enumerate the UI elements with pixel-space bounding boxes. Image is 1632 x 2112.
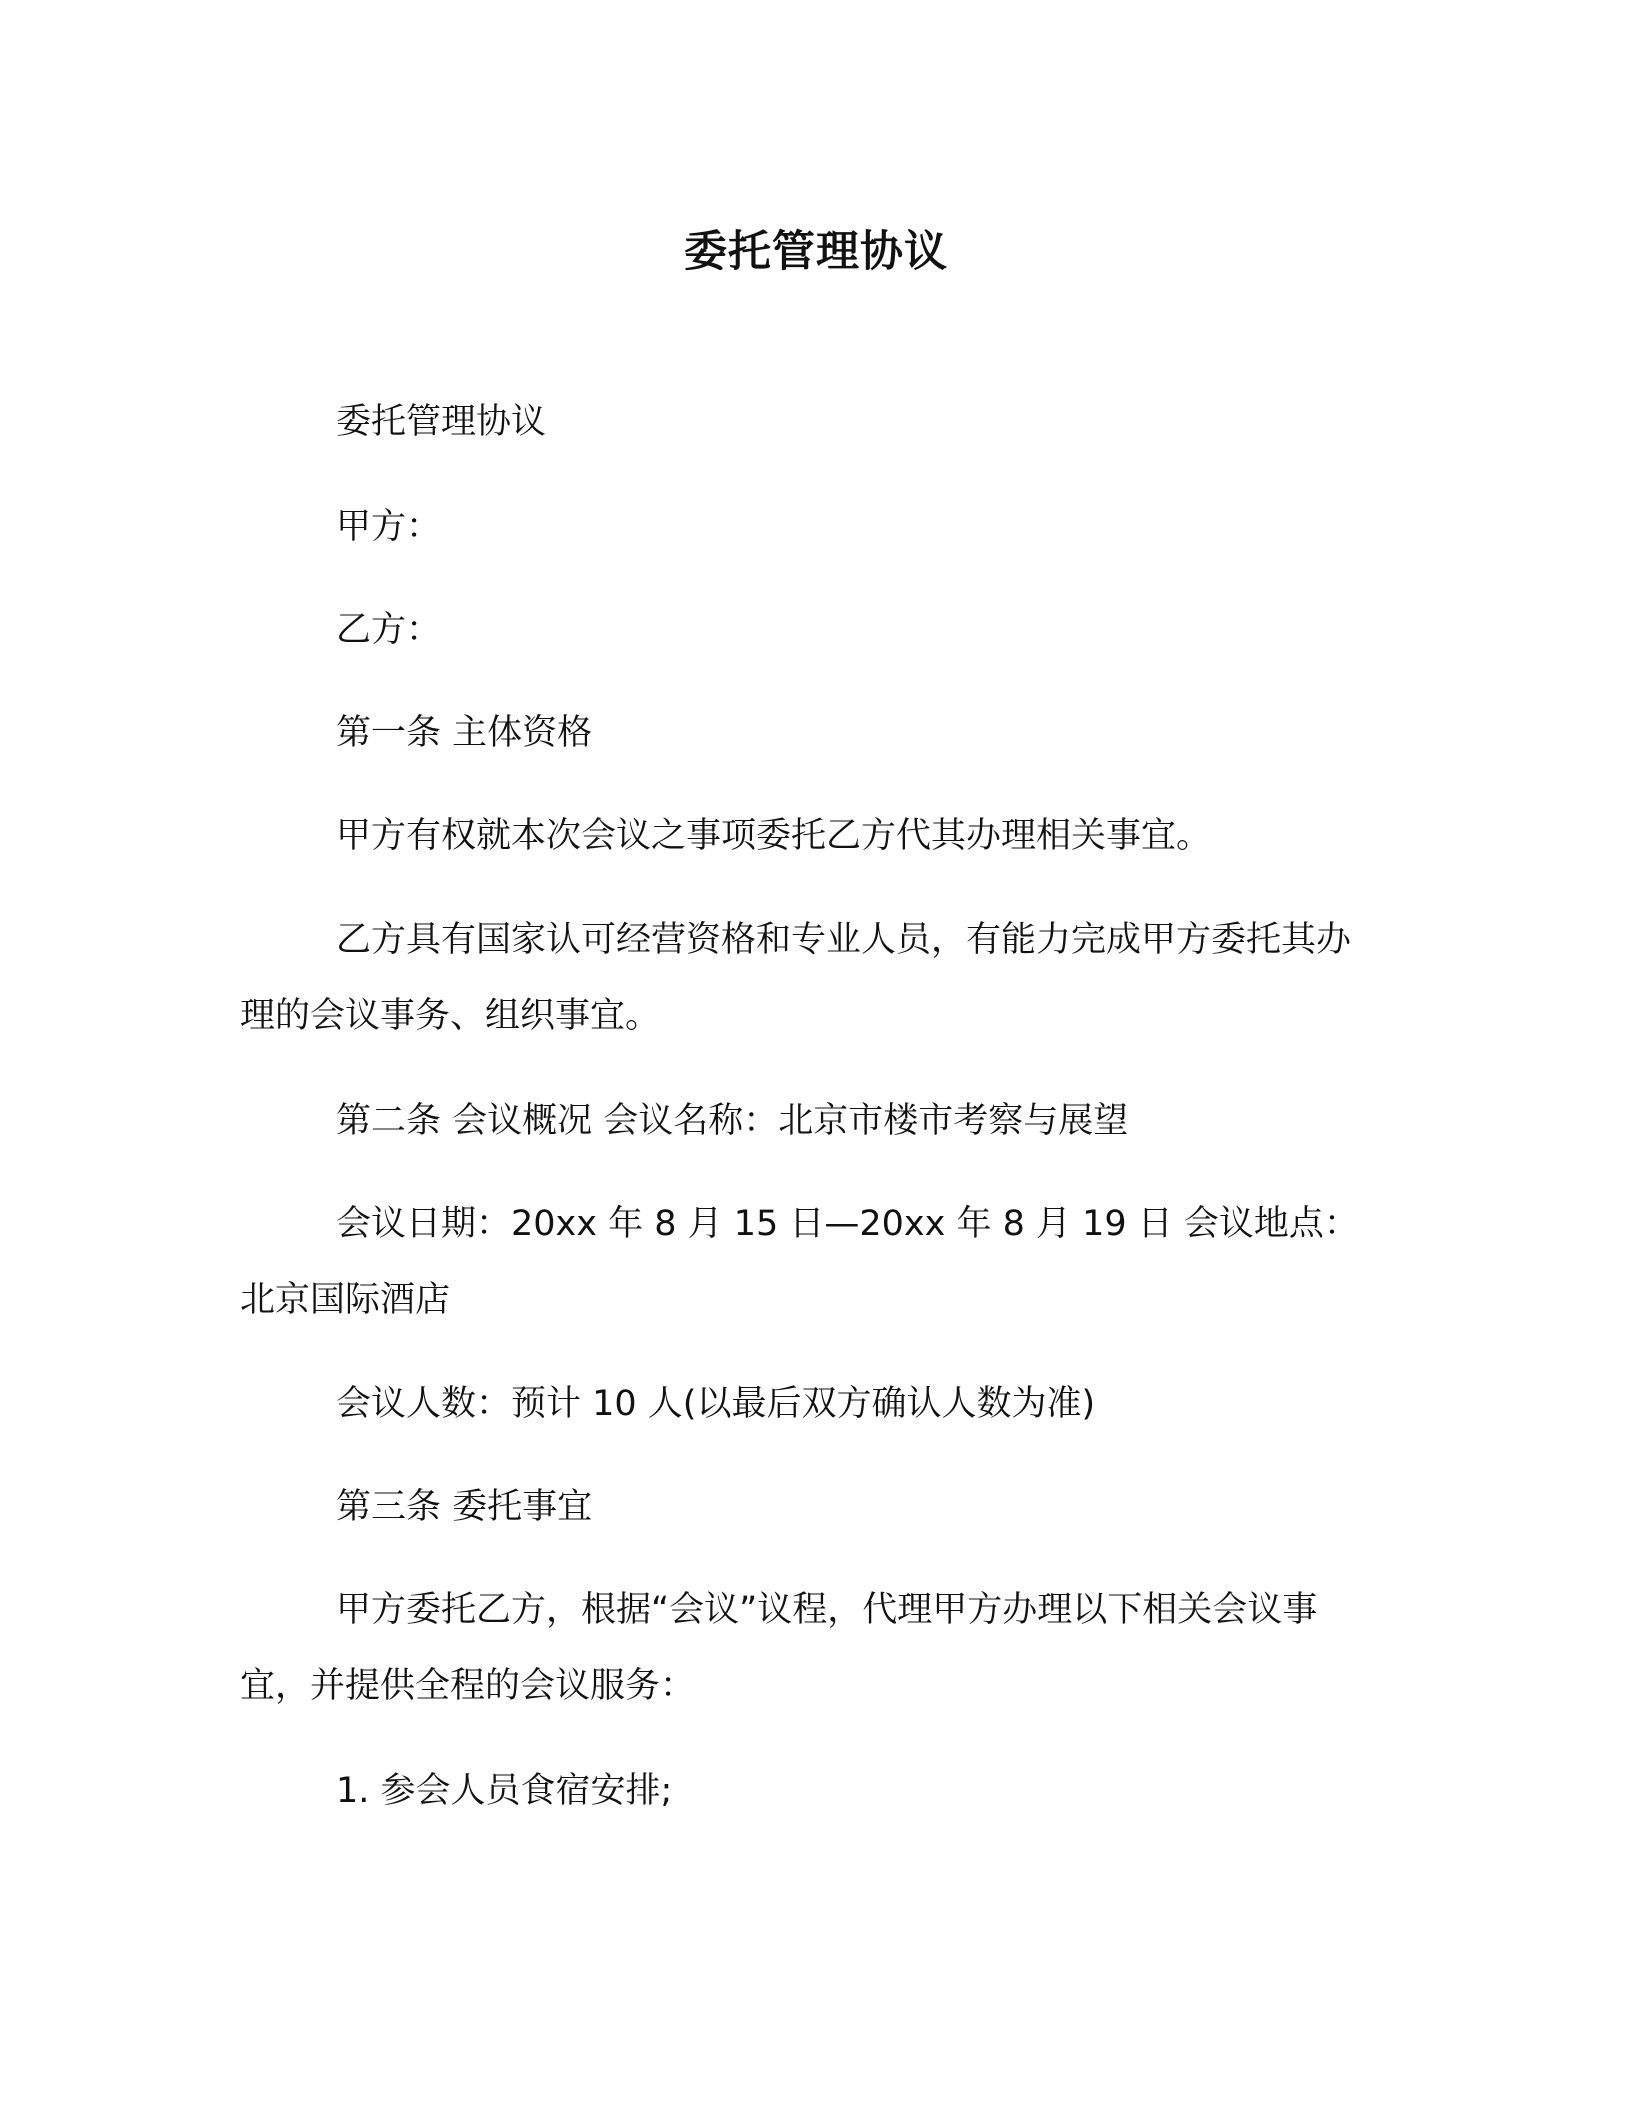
paragraph-meeting-count: 会议人数：预计 10 人(以最后双方确认人数为准) — [336, 1384, 1096, 1424]
paragraph-article-1-text-1: 甲方有权就本次会议之事项委托乙方代其办理相关事宜。 — [336, 816, 1212, 856]
paragraph-party-b: 乙方： — [336, 610, 442, 650]
paragraph-article-2: 第二条 会议概况 会议名称：北京市楼市考察与展望 — [336, 1101, 1129, 1141]
paragraph-article-3: 第三条 委托事宜 — [336, 1487, 593, 1527]
paragraph-party-a: 甲方： — [336, 507, 442, 547]
paragraph-meeting-date: 会议日期：20xx 年 8 月 15 日—20xx 年 8 月 19 日 会议地点：北京国际酒店 — [240, 1204, 1359, 1320]
document-title: 委托管理协议 — [684, 227, 948, 277]
paragraph-heading: 委托管理协议 — [336, 402, 547, 442]
paragraph-article-3-text: 甲方委托乙方，根据“会议”议程，代理甲方办理以下相关会议事宜，并提供全程的会议服务： — [240, 1590, 1318, 1706]
paragraph-article-1: 第一条 主体资格 — [336, 713, 593, 753]
paragraph-article-1-text-2: 乙方具有国家认可经营资格和专业人员，有能力完成甲方委托其办理的会议事务、组织事宜。 — [240, 920, 1352, 1036]
paragraph-list-item-1: 1. 参会人员食宿安排; — [336, 1771, 673, 1811]
